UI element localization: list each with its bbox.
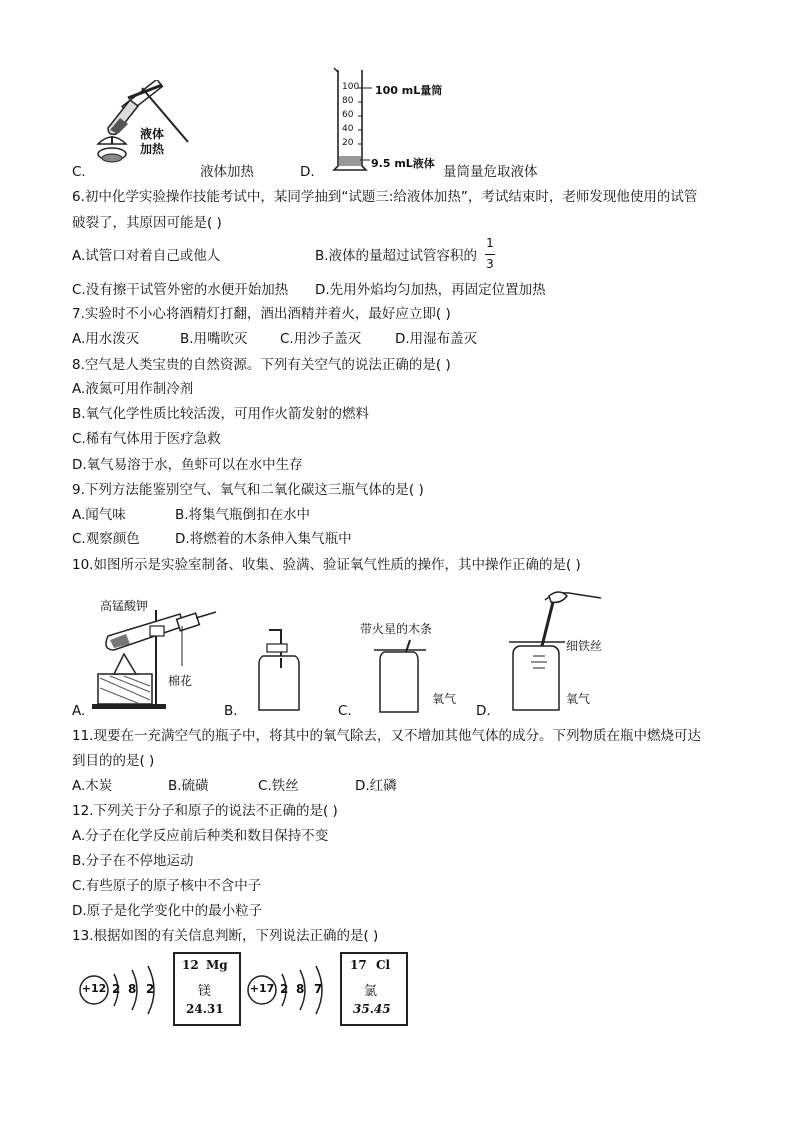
- q11-option-c: C.铁丝: [258, 778, 299, 794]
- mg-shell-3: 2: [146, 982, 155, 996]
- q8-stem: 8.空气是人类宝贵的自然资源。下列有关空气的说法正确的是( ): [72, 357, 451, 373]
- cl-name: 氯: [364, 984, 378, 999]
- q6-option-b: B.液体的量超过试管容积的: [315, 248, 478, 264]
- tick-label: 40: [342, 124, 354, 134]
- q9-option-c: C.观察颜色: [72, 531, 140, 547]
- q10-c-label-oxygen: 氧气: [432, 692, 457, 706]
- cl-shell-2: 8: [296, 982, 305, 996]
- mg-shell-1: 2: [112, 982, 121, 996]
- q11-option-b: B.硫磺: [168, 778, 209, 794]
- q10-d-label-oxygen: 氧气: [566, 692, 591, 706]
- cl-atomic-mass: 35.45: [353, 1002, 391, 1016]
- cl-shell-3: 7: [314, 982, 323, 996]
- cl-symbol: Cl: [376, 958, 391, 972]
- q10-c-label-splint: 带火星的木条: [360, 622, 433, 636]
- q7-stem: 7.实验时不小心将酒精灯打翻，酒出酒精并着火，最好应立即( ): [72, 306, 451, 322]
- q5-option-c-label: C.: [72, 164, 86, 180]
- q9-option-a: A.闻气味: [72, 507, 126, 523]
- cl-atomic-number: 17: [350, 958, 367, 972]
- q8-option-a: A.液氮可用作制冷剂: [72, 381, 194, 397]
- q10-d-label-wire: 细铁丝: [566, 639, 603, 653]
- q5-option-d-caption: 量筒量危取液体: [443, 164, 538, 180]
- q8-option-d: D.氧气易溶于水，鱼虾可以在水中生存: [72, 457, 303, 473]
- mg-shell-2: 8: [128, 982, 137, 996]
- q6-option-d: D.先用外焰均匀加热，再固定位置加热: [315, 282, 546, 298]
- q6-option-c: C.没有擦干试管外密的水便开始加热: [72, 282, 289, 298]
- q5-option-c-caption: 液体加热: [200, 164, 254, 180]
- q11-option-d: D.红磷: [355, 778, 397, 794]
- q7-option-a: A.用水泼灭: [72, 331, 140, 347]
- q8-option-c: C.稀有气体用于医疗急救: [72, 431, 221, 447]
- tick-label: 20: [342, 138, 354, 148]
- q9-stem: 9.下列方法能鉴别空气、氧气和二氧化碳这三瓶气体的是( ): [72, 482, 424, 498]
- q6-fraction-bar: [485, 254, 495, 255]
- q5-tube-text2: 加热: [140, 142, 165, 156]
- q5-liquid-label: 9.5 mL液体: [371, 157, 435, 170]
- cl-shell-1: 2: [280, 982, 289, 996]
- q10-option-d[interactable]: D.: [476, 703, 491, 719]
- q10-stem: 10.如图所示是实验室制备、收集、验满、验证氧气性质的操作，其中操作正确的是( ): [72, 557, 581, 573]
- oxygen-bottle-with-splint-icon: [370, 636, 430, 716]
- mg-symbol: Mg: [206, 958, 228, 972]
- q5-option-d-label: D.: [300, 164, 315, 180]
- cl-nucleus: +17: [249, 982, 275, 995]
- q12-option-d: D.原子是化学变化中的最小粒子: [72, 903, 263, 919]
- mg-atomic-number: 12: [182, 958, 199, 972]
- q5-cyl-ticks: [342, 80, 359, 150]
- q10-option-c[interactable]: C.: [338, 703, 352, 719]
- q5-cyl-label: 100 mL量筒: [375, 84, 443, 97]
- q10-option-b[interactable]: B.: [224, 703, 238, 719]
- q11-stem-line1: 11.现要在一充满空气的瓶子中，将其中的氧气除去，又不增加其他气体的成分。下列物质在瓶中燃烧可达: [72, 728, 701, 744]
- q6-fraction-numerator: 1: [486, 236, 494, 250]
- q6-stem-line2: 破裂了，其原因可能是( ): [72, 215, 222, 231]
- q10-a-label-cotton: 棉花: [168, 674, 193, 688]
- q6-fraction-denominator: 3: [486, 257, 494, 271]
- q11-option-a: A.木炭: [72, 778, 113, 794]
- q9-option-b: B.将集气瓶倒扣在水中: [175, 507, 311, 523]
- q12-option-a: A.分子在化学反应前后种类和数目保持不变: [72, 828, 329, 844]
- q12-option-b: B.分子在不停地运动: [72, 853, 194, 869]
- q10-figure-b: [255, 628, 305, 714]
- q10-figure-c: [370, 636, 430, 716]
- q10-a-label-kmno4: 高锰酸钾: [100, 599, 149, 613]
- q12-stem: 12.下列关于分子和原子的说法不正确的是( ): [72, 803, 338, 819]
- q6-option-a: A.试管口对着自己或他人: [72, 248, 221, 264]
- q7-option-c: C.用沙子盖灭: [280, 331, 362, 347]
- q9-option-d: D.将燃着的木条伸入集气瓶中: [175, 531, 352, 547]
- q6-stem-line1: 6.初中化学实验操作技能考试中，某同学抽到“试题三:给液体加热”，考试结束时，老师发现他使用的试管: [72, 189, 698, 205]
- q13-stem: 13.根据如图的有关信息判断，下列说法正确的是( ): [72, 928, 379, 944]
- q12-option-c: C.有些原子的原子核中不含中子: [72, 878, 262, 894]
- mg-name: 镁: [198, 984, 212, 999]
- tick-label: 60: [342, 110, 354, 120]
- mg-atomic-mass: 24.31: [186, 1002, 224, 1016]
- q8-option-b: B.氧气化学性质比较活泼，可用作火箭发射的燃料: [72, 406, 370, 422]
- q11-stem-line2: 到目的的是( ): [72, 753, 155, 769]
- gas-collecting-bottle-icon: [255, 628, 305, 714]
- tick-label: 100: [342, 82, 360, 92]
- tick-label: 80: [342, 96, 354, 106]
- q10-option-a[interactable]: A.: [72, 703, 86, 719]
- q5-tube-text: 液体: [140, 127, 165, 141]
- mg-nucleus: +12: [81, 982, 107, 995]
- q7-option-b: B.用嘴吹灭: [180, 331, 248, 347]
- q7-option-d: D.用湿布盖灭: [395, 331, 478, 347]
